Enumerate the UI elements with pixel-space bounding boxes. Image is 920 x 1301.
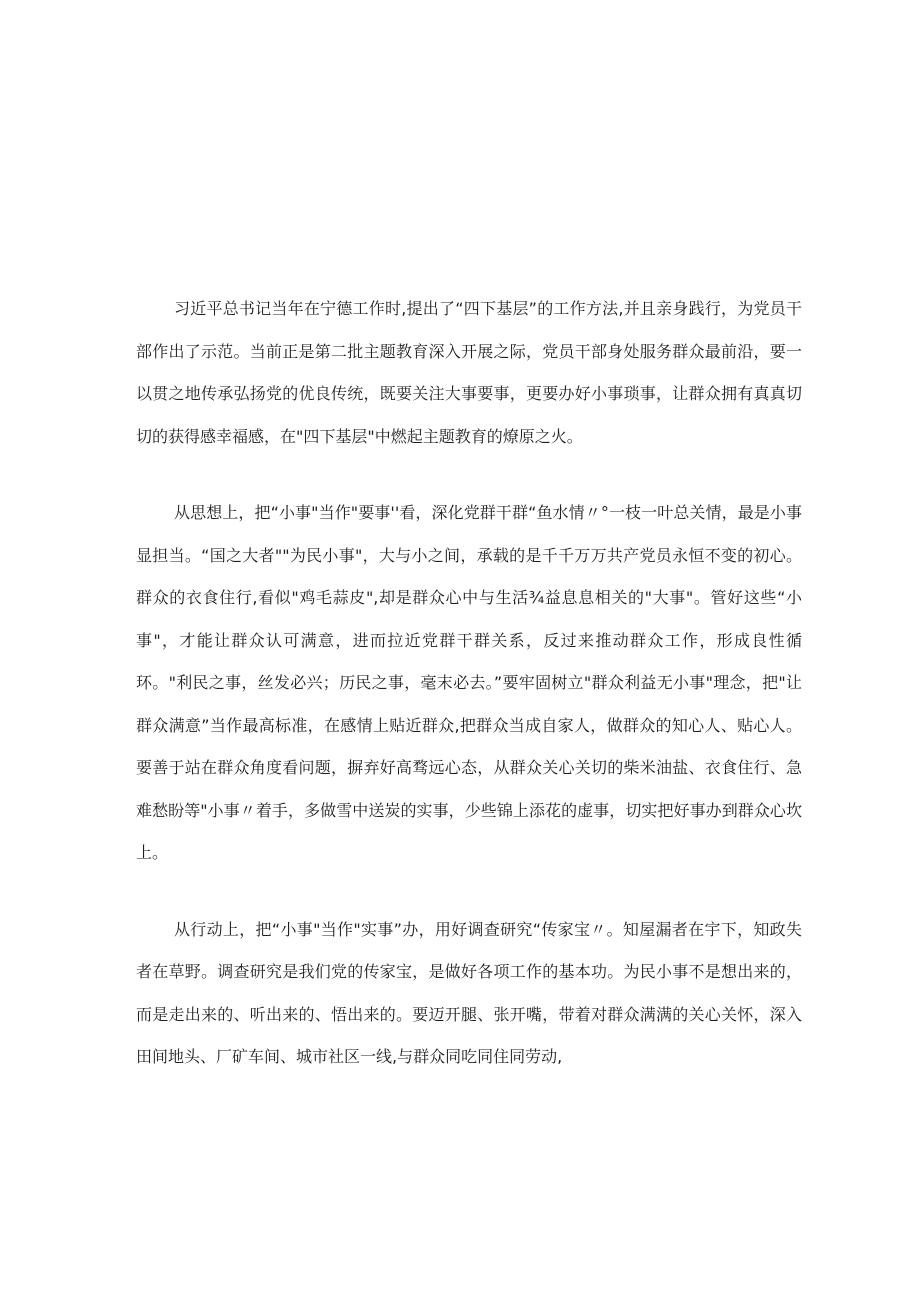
paragraph-action: 从行动上，把“小事"当作"实事”办，用好调查研究“传家宝〃。知屋漏者在宇下，知政失者在草野。调查研究是我们党的传家宝，是做好各项工作的基本功。为民小事不是想出来的，而是走出来的、听出来的、悟出来的。要迈开腿、张开嘴，带着对群众满满的关心关怀，深入田间地头、厂矿车间、城市社区一线,与群众同吃同住同劳动, bbox=[136, 919, 802, 1066]
paragraph-thought: 从思想上，把“小事"当作"要事''看，深化党群干群“鱼水情〃°一枝一叶总关情，最是小事显担当。“国之大者""为民小事"，大与小之间，承载的是千千万万共产党员永恒不变的初心。群众的衣食住行,看似"鸡毛蒜皮",却是群众心中与生活¾益息息相关的"大事"。管好这些“小事"，才能让群众认可满意，进而拉近党群干群关系，反过来推动群众工作，形成良性循环。"利民之事，丝发必兴；历民之事，毫末必去。”要牢固树立"群众利益无小事"理念，把"让群众满意”当作最高标准，在感情上贴近群众,把群众当成自家人，做群众的知心人、贴心人。要善于站在群众角度看问题，摒弃好高骛远心态，从群众关心关切的柴米油盐、衣食住行、急难愁盼等"小事〃着手，多做雪中送炭的实事，少些锦上添花的虚事，切实把好事办到群众心坎上。 bbox=[136, 503, 802, 862]
document-body bbox=[136, 288, 802, 1079]
paragraph-intro: 习近平总书记当年在宁德工作时,提出了“四下基层”的工作方法,并且亲身践行，为党员干部作出了示范。当前正是第二批主题教育深入开展之际，党员干部身处服务群众最前沿，要一以贯之地传承弘扬党的优良传统，既要关注大事要事，更要办好小事琐事，让群众拥有真真切切的获得感幸福感，在"四下基层"中燃起主题教育的燎原之火。 bbox=[136, 299, 802, 446]
